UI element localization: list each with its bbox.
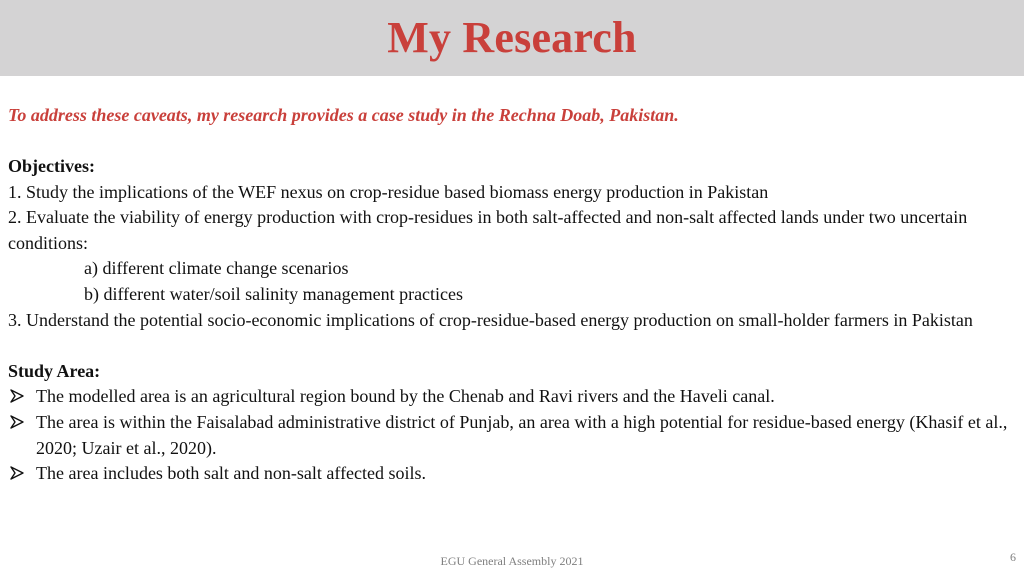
study-area-bullet-3 <box>8 461 1008 487</box>
title-bar <box>0 0 1024 76</box>
study-area-bullet-text: The modelled area is an agricultural region bound by the Chenab and Ravi rivers and the Haveli canal. <box>36 386 775 407</box>
intro-statement: To address these caveats, my research provides a case study in the Rechna Doab, Pakistan. <box>8 105 679 125</box>
study-area-bullet-1 <box>8 384 1008 410</box>
study-area-heading: Study Area: <box>8 360 101 381</box>
objective-subitem-b: b) different water/soil salinity management practices <box>84 283 464 304</box>
arrowhead-bullet-icon <box>10 415 24 429</box>
page-number: 6 <box>1010 550 1016 564</box>
objective-item-2: 2. Evaluate the viability of energy production with crop-residues in both salt-affected and non-salt affected lands under two uncertain conditions: <box>8 207 968 253</box>
objective-item-1: 1. Study the implications of the WEF nexus on crop-residue based biomass energy production in Pakistan <box>8 181 769 202</box>
arrowhead-bullet-icon <box>10 389 24 403</box>
objectives-heading: Objectives: <box>8 156 95 176</box>
section-spacer <box>8 333 1008 359</box>
objective-item-3: 3. Understand the potential socio-economic implications of crop-residue-based energy production on small-holder farmers in Pakistan <box>8 309 973 330</box>
study-area-bullet-text: The area is within the Faisalabad administrative district of Punjab, an area with a high potential for residue-based energy (Khasif et al., 2020; Uzair et al., 2020). <box>36 411 1008 458</box>
study-area-bullet-text: The area includes both salt and non-salt affected soils. <box>36 463 427 484</box>
slide-title: My Research <box>387 13 637 62</box>
objective-subitem-a: a) different climate change scenarios <box>84 258 349 279</box>
study-area-bullet-2 <box>8 410 1008 461</box>
slide-content <box>8 154 1008 487</box>
arrowhead-bullet-icon <box>10 466 24 480</box>
footer-conference: EGU General Assembly 2021 <box>440 554 584 568</box>
